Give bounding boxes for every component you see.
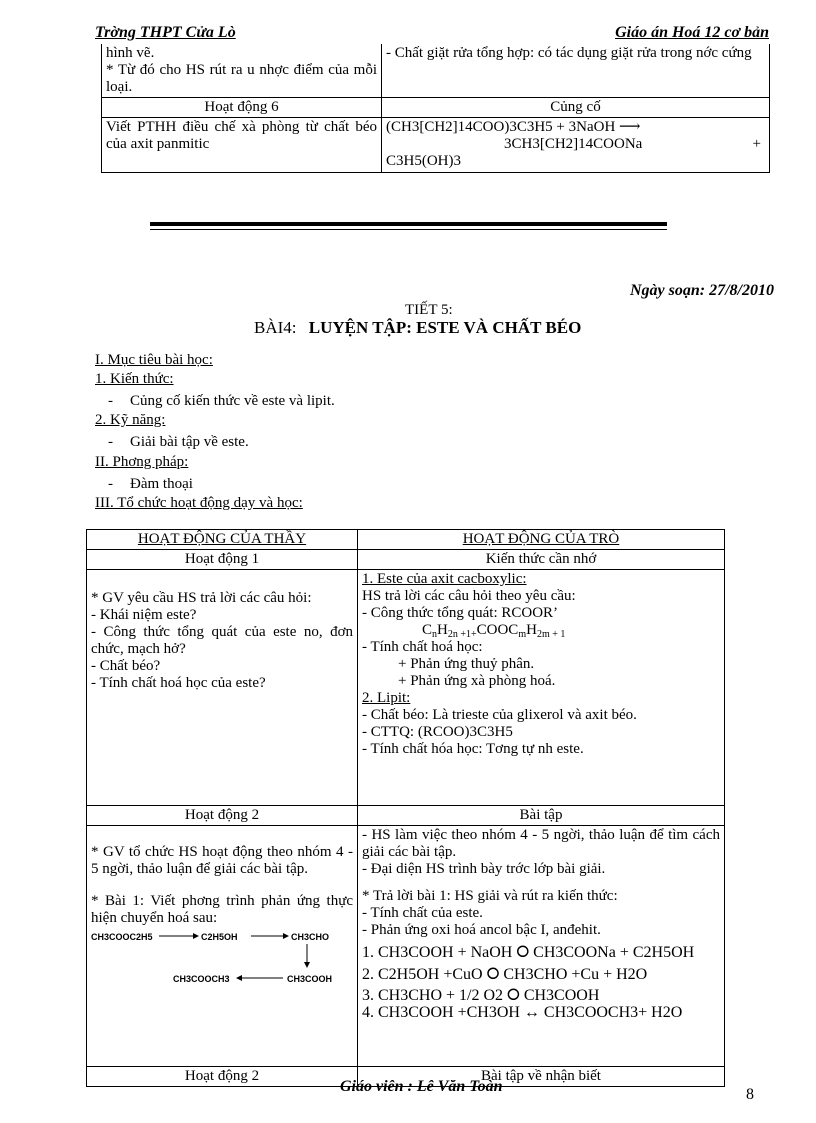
- head-teacher: HOẠT ĐỘNG CỦA THẦY: [87, 530, 358, 550]
- top-table: [101, 44, 770, 173]
- top-r3-left: Viết PTHH điều chế xà phòng từ chất béo của axit panmitic: [102, 118, 382, 173]
- eq-soap-reactants: (CH3[CH2]14COO)3C3H5 + 3NaOH: [386, 119, 616, 135]
- equation-1: 1. CH3COOH + NaOH ⭘ CH3COONa + C2H5OH: [362, 944, 695, 961]
- student-present: - Đại diện HS trình bày trớc lớp bài giải.: [362, 861, 606, 877]
- student-oxidation: - Phản ứng oxi hoá ancol bậc I, anđehit.: [362, 922, 601, 938]
- ester-formula: - Công thức tổng quát: RCOOR’: [362, 605, 559, 621]
- teacher-q4: - Tính chất hoá học của este?: [91, 675, 266, 691]
- lipid-heading: 2. Lipit:: [362, 690, 411, 706]
- knowledge-item: Củng cố kiến thức về este và lipit.: [130, 393, 335, 409]
- bullet-dash: -: [108, 476, 113, 492]
- ester-formula-expanded: $C_nH_{2n +1+}COOC_mH_{2m + 1}$: [422, 622, 566, 640]
- activity2-student: [358, 826, 725, 1067]
- section-activities: III. Tổ chức hoạt động dạy và học:: [95, 495, 303, 511]
- scheme-acetic-acid: CH3COOH: [287, 974, 333, 984]
- bullet-dash: -: [108, 434, 113, 450]
- lipid-properties: - Tính chất hóa học: Tơng tự nh este.: [362, 741, 584, 757]
- conversion-scheme: [91, 927, 353, 997]
- student-answer1: * Trả lời bài 1: HS giải và rút ra kiến thức:: [362, 888, 618, 904]
- teacher-q3: - Chất béo?: [91, 658, 161, 674]
- course-name: Giáo án Hoá 12 cơ bản: [615, 24, 769, 41]
- equation-4: 4. CH3COOH +CH3OH ↔ CH3COOCH3+ H2O: [362, 1004, 683, 1021]
- ester-prop-hydrolysis: + Phản ứng thuỷ phân.: [398, 656, 535, 672]
- lipid-formula: - CTTQ: (RCOO)3C3H5: [362, 724, 513, 740]
- prep-date: Ngày soạn: 27/8/2010: [630, 282, 774, 299]
- activity2-topic: Bài tập: [358, 806, 725, 826]
- top-activity-label: Hoạt động 6: [102, 98, 382, 118]
- teacher-name: Giáo viên : Lê Văn Toàn: [340, 1078, 503, 1095]
- teacher-q1: - Khái niệm este?: [91, 607, 197, 623]
- teacher-group-task: * GV tổ chức HS hoạt động theo nhóm 4 - 5 ngời, thảo luận để giải các bài tập.: [91, 844, 353, 877]
- eq-soap-product: 3CH3[CH2]14COONa: [504, 136, 643, 152]
- section-skills: 2. Kỹ năng:: [95, 412, 166, 428]
- bullet-dash: -: [108, 393, 113, 409]
- student-ester-props: - Tính chất của este.: [362, 905, 483, 921]
- student-group-work: - HS làm việc theo nhóm 4 - 5 ngời, thảo luận để tìm cách giải các bài tập.: [362, 827, 720, 860]
- scheme-methyl-acetate: CH3COOCH3: [173, 974, 230, 984]
- skills-item: Giải bài tập về este.: [130, 434, 249, 450]
- page-number: 8: [746, 1086, 754, 1103]
- eq-soap-glycerol: C3H5(OH)3: [386, 153, 461, 169]
- title-main: LUYỆN TẬP: ESTE VÀ CHẤT BÉO: [308, 318, 582, 337]
- teacher-q-intro: * GV yêu cầu HS trả lời các câu hỏi:: [91, 590, 312, 606]
- activity1-teacher: [87, 570, 358, 806]
- ester-prop-saponification: + Phản ứng xà phòng hoá.: [398, 673, 556, 689]
- section-method: II. Phơng pháp:: [95, 454, 189, 470]
- scheme-acetaldehyde: CH3CHO: [291, 932, 330, 942]
- activity1-student: [358, 570, 725, 806]
- teacher-exercise1: * Bài 1: Viết phơng trình phản ứng thực hiện chuyển hoá sau:: [91, 893, 353, 926]
- scheme-ethanol: C2H5OH: [201, 932, 238, 942]
- scheme-arrows-icon: [91, 927, 353, 997]
- equation-2: 2. C2H5OH +CuO ⭘ CH3CHO +Cu + H2O: [362, 966, 648, 983]
- separator-thin: [150, 229, 667, 230]
- page-title: [254, 318, 581, 338]
- section-objectives: I. Mục tiêu bài học:: [95, 352, 213, 368]
- top-r1-right: - Chất giặt rửa tổng hợp: có tác dụng giặt rửa trong nớc cứng: [382, 44, 770, 98]
- activity1-topic: Kiến thức cần nhớ: [358, 550, 725, 570]
- scheme-ethyl-acetate: CH3COOC2H5: [91, 932, 153, 942]
- activity2-teacher: [87, 826, 358, 1067]
- equation-3: 3. CH3CHO + 1/2 O2 ⭘ CH3COOH: [362, 987, 600, 1004]
- head-student: HOẠT ĐỘNG CỦA TRÒ: [358, 530, 725, 550]
- main-table: [86, 529, 725, 1087]
- activity3-topic: Bài tập về nhận biết: [358, 1067, 725, 1087]
- top-consolidate-label: Củng cố: [382, 98, 770, 118]
- separator-thick: [150, 222, 667, 226]
- method-item: Đàm thoại: [130, 476, 193, 492]
- school-name: Trờng THPT Cửa Lò: [95, 24, 236, 41]
- ester-properties: - Tính chất hoá học:: [362, 639, 483, 655]
- ester-heading: 1. Este của axit cacboxylic:: [362, 571, 527, 587]
- arrow-icon: ⟶: [619, 119, 641, 135]
- teacher-q2: - Công thức tổng quát của este no, đơn chức, mạch hở?: [91, 624, 353, 657]
- activity1-label: Hoạt động 1: [87, 550, 358, 570]
- activity2-label: Hoạt động 2: [87, 806, 358, 826]
- top-r3-right: [382, 118, 770, 173]
- title-prefix: BÀI4:: [254, 318, 297, 337]
- ester-intro: HS trả lời các câu hỏi theo yêu cầu:: [362, 588, 576, 604]
- eq-soap-plus: +: [752, 136, 761, 152]
- lipid-def: - Chất béo: Là trieste của glixerol và axit béo.: [362, 707, 637, 723]
- section-knowledge: 1. Kiến thức:: [95, 371, 174, 387]
- activity3-label: Hoạt động 2: [87, 1067, 358, 1087]
- top-r1-left: hình vẽ. * Từ đó cho HS rút ra u nhợc điểm của mỗi loại.: [102, 44, 382, 98]
- lesson-number: TIẾT 5:: [405, 302, 453, 318]
